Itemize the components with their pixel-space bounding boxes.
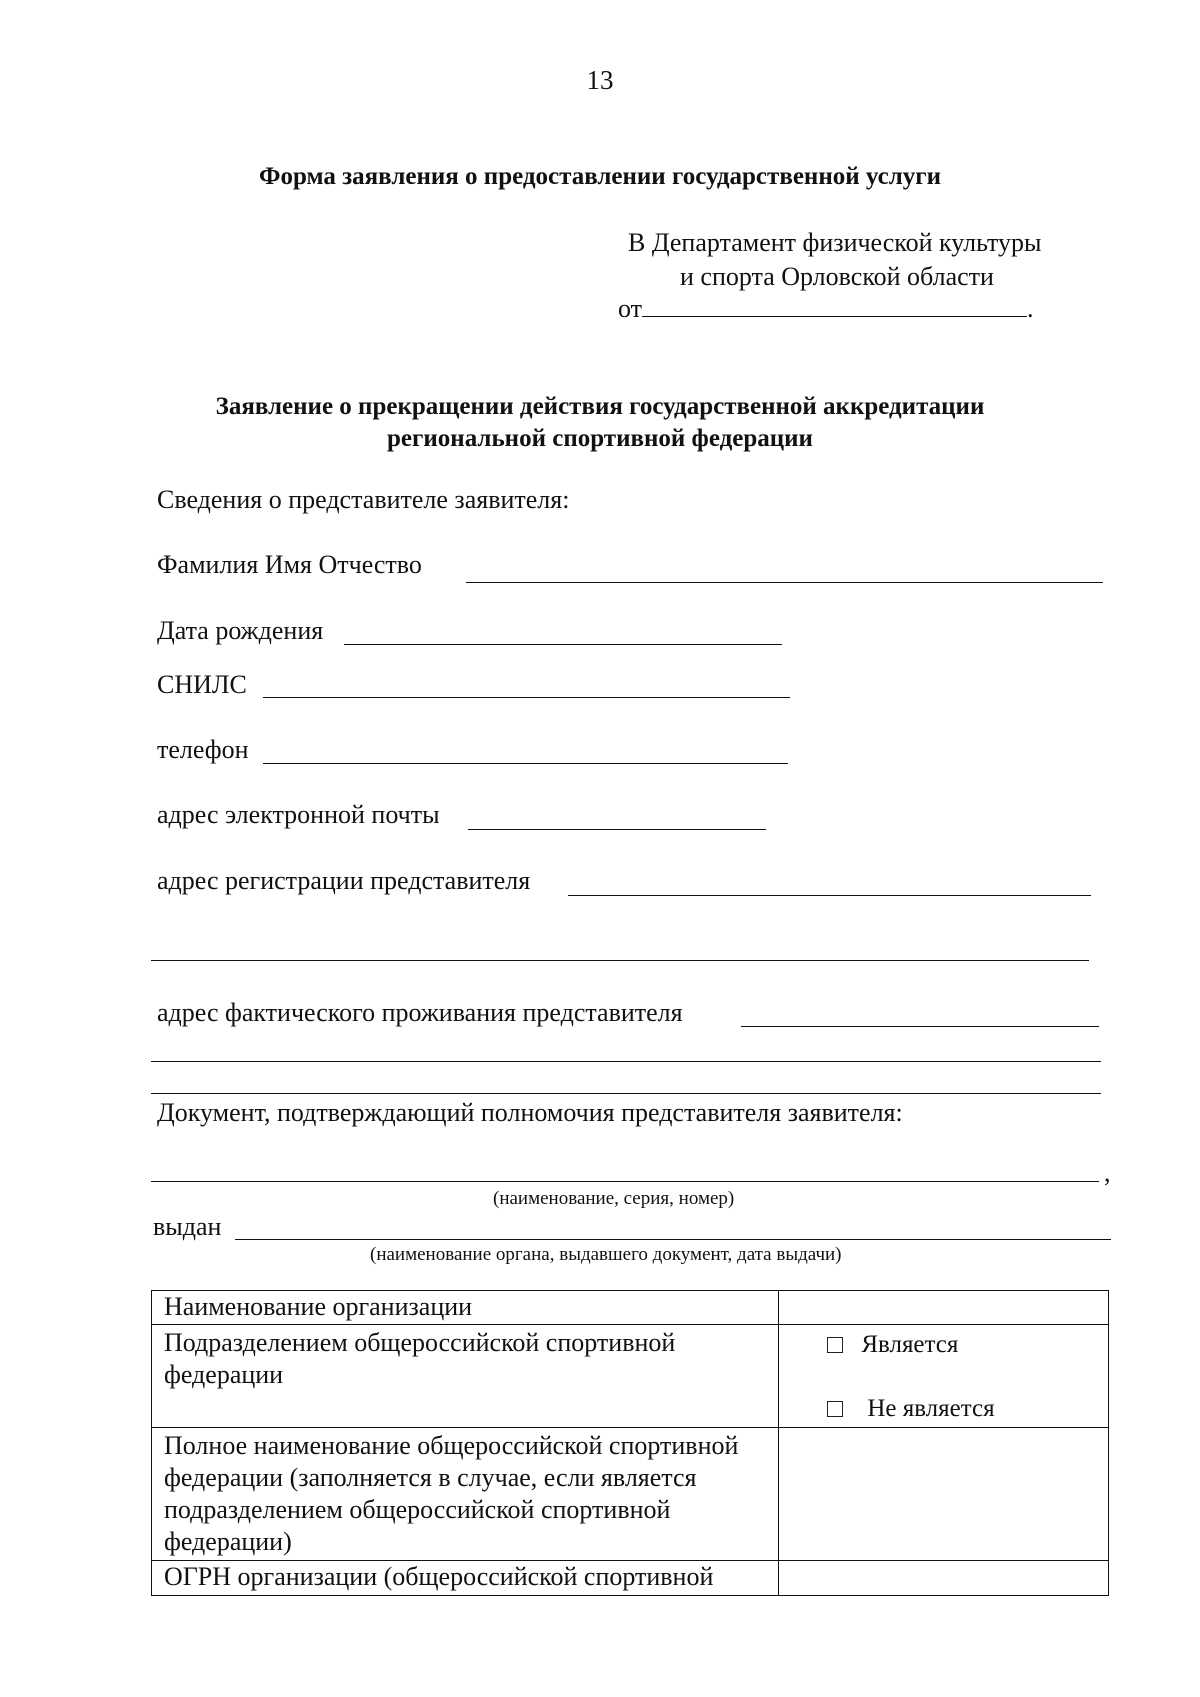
statement-title-line-1: Заявление о прекращении действия государственной аккредитации — [215, 393, 985, 420]
actual-address-line-2[interactable] — [151, 1061, 1101, 1062]
checkbox-is-not[interactable] — [827, 1401, 843, 1417]
form-title: Форма заявления о предоставлении государственной услуги — [259, 163, 941, 190]
section-heading: Сведения о представителе заявителя: — [157, 485, 570, 514]
table-row — [152, 1325, 1109, 1428]
federation-full-name-value-cell[interactable] — [779, 1428, 1109, 1561]
full-name-line[interactable] — [466, 582, 1103, 583]
email-line[interactable] — [468, 829, 766, 830]
federation-full-name-label — [152, 1428, 779, 1561]
table-row — [152, 1561, 1109, 1596]
issued-label: выдан — [153, 1212, 222, 1241]
statement-title-line-2: региональной спортивной федерации — [387, 425, 813, 452]
ogrn-label: ОГРН организации (общероссийской спортивной — [152, 1561, 779, 1596]
federation-full-name-label-text: Полное наименование общероссийской спортивной федерации (заполняется в случае, если является подразделением общероссийской спортивной федерации) — [164, 1431, 739, 1556]
birth-date-label: Дата рождения — [157, 616, 324, 645]
document-name-line[interactable] — [151, 1181, 1099, 1182]
option-is-not-label: Не является — [867, 1395, 995, 1422]
checkbox-is[interactable] — [827, 1337, 843, 1353]
actual-address-line-3[interactable] — [151, 1093, 1101, 1094]
email-label: адрес электронной почты — [157, 800, 440, 829]
option-is[interactable] — [827, 1329, 1098, 1361]
caption-issuing-authority: (наименование органа, выдавшего документ, дата выдачи) — [370, 1244, 842, 1265]
table-row — [152, 1291, 1109, 1325]
from-blank[interactable] — [642, 316, 1027, 317]
phone-label: телефон — [157, 735, 249, 764]
table-row — [152, 1428, 1109, 1561]
document-heading: Документ, подтверждающий полномочия представителя заявителя: — [157, 1098, 903, 1127]
page-number: 13 — [586, 65, 614, 95]
registration-address-line-2[interactable] — [151, 960, 1089, 961]
caption-name-series-number: (наименование, серия, номер) — [493, 1188, 735, 1209]
snils-label: СНИЛС — [157, 670, 247, 699]
subdivision-label — [152, 1325, 779, 1428]
org-name-value-cell[interactable] — [779, 1291, 1109, 1325]
registration-address-label: адрес регистрации представителя — [157, 866, 531, 895]
addressee-line-1: В Департамент физической культуры — [628, 228, 1042, 257]
document-line-comma: , — [1104, 1158, 1111, 1187]
option-is-not[interactable] — [827, 1393, 1098, 1425]
snils-line[interactable] — [263, 697, 790, 698]
from-label: от — [618, 294, 643, 323]
org-name-label: Наименование организации — [152, 1291, 779, 1325]
issued-line[interactable] — [235, 1239, 1111, 1240]
ogrn-value-cell[interactable] — [779, 1561, 1109, 1596]
phone-line[interactable] — [263, 763, 788, 764]
registration-address-line-1[interactable] — [568, 895, 1091, 896]
organization-table — [151, 1290, 1109, 1596]
actual-address-label: адрес фактического проживания представителя — [157, 998, 683, 1027]
actual-address-line-1[interactable] — [741, 1026, 1099, 1027]
birth-date-line[interactable] — [344, 644, 782, 645]
full-name-label: Фамилия Имя Отчество — [157, 550, 422, 579]
subdivision-options-cell — [779, 1325, 1109, 1428]
addressee-line-2: и спорта Орловской области — [680, 262, 994, 291]
option-is-label: Является — [861, 1331, 959, 1358]
from-field[interactable] — [618, 294, 1034, 324]
subdivision-label-text: Подразделением общероссийской спортивной федерации — [164, 1328, 676, 1389]
from-end: . — [1027, 294, 1034, 323]
